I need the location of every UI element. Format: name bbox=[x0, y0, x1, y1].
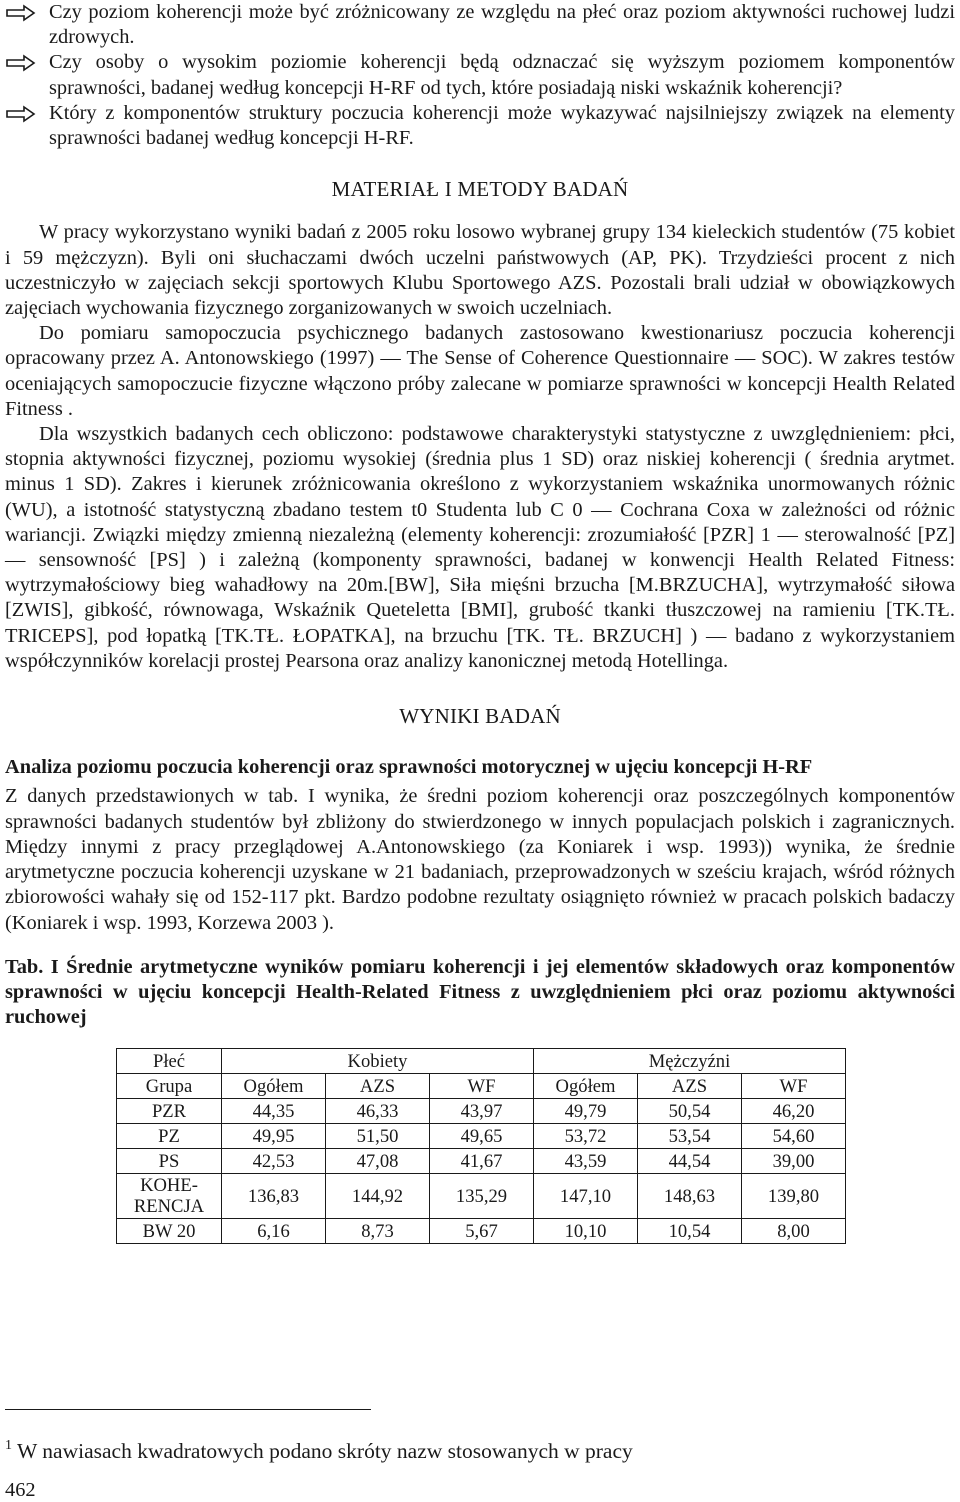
list-item bbox=[5, 50, 955, 100]
table-header-cell: Ogółem bbox=[534, 1074, 638, 1099]
table-cell: 49,79 bbox=[534, 1099, 638, 1124]
table-cell: 53,54 bbox=[638, 1124, 742, 1149]
table-header-cell: Mężczyźni bbox=[534, 1049, 846, 1074]
list-item bbox=[5, 101, 955, 151]
table-cell: 53,72 bbox=[534, 1124, 638, 1149]
table-cell: 5,67 bbox=[430, 1219, 534, 1244]
table-cell: PS bbox=[117, 1149, 222, 1174]
table-cell: 8,00 bbox=[742, 1219, 846, 1244]
table-header-row bbox=[117, 1074, 846, 1099]
right-arrow-icon bbox=[5, 4, 37, 22]
table-cell: 43,59 bbox=[534, 1149, 638, 1174]
table-cell: PZR bbox=[117, 1099, 222, 1124]
table-cell: 46,33 bbox=[326, 1099, 430, 1124]
paragraph: Dla wszystkich badanych cech obliczono: podstawowe charakterystyki statystyczne z uwzględnieniem: płci, stopnia aktywności fizycznej, poziomu wysokiej (średnia plus 1 SD) oraz niskiej koherencji ( średnia arytmet. minus 1 SD). Zakres i kierunek zróżnicowania określono z wykorzystaniem wskaźnika unormowanych różnic (WU), a istotność statystyczną zbadano testem t0 Studenta lub C 0 — Cochrana Coxa w zależności od różnic wariancji. Związki między zmienną niezależną (elementy koherencji: zrozumiałość [PZR] 1 — sterowalność [PZ] — sensowność [PS] ) i zależną (komponenty sprawności, badanej w konwencji Health Related Fitness: wytrzymałościowy bieg wahadłowy na 20m.[BW], Siła mięśni brzucha [M.BRZUCHA], wytrzymałość siłowa [ZWIS], gibkość, równowaga, Wskaźnik Queteletta [BMI], grubość tkanki tłuszczowej na ramieniu [TK.TŁ. TRICEPS], pod łopatką [TK.TŁ. ŁOPATKA], na brzuchu [TK. TŁ. BRZUCH] ) — badano z wykorzystaniem współczynników korelacji prostej Pearsona oraz analizy kanonicznej metodą Hotellinga. bbox=[5, 423, 955, 672]
table-cell: 50,54 bbox=[638, 1099, 742, 1124]
table-cell: 144,92 bbox=[326, 1174, 430, 1219]
table-cell: 6,16 bbox=[222, 1219, 326, 1244]
table-header-cell: AZS bbox=[638, 1074, 742, 1099]
footnote-divider bbox=[5, 1409, 371, 1410]
paragraph: W pracy wykorzystano wyniki badań z 2005 roku losowo wybranej grupy 134 kieleckich studentów (75 kobiet i 59 mężczyzn). Byli oni słuchaczami dwóch uczelni państwowych (AP, PK). Trzydzieści procent z nich uczestniczyło w zajęciach sekcji sportowych Klubu Sportowego AZS. Pozostali brali udział w obowiązkowych zajęciach wychowania fizycznego zorganizowanych w swoich uczelniach. bbox=[5, 221, 955, 320]
table-cell: 41,67 bbox=[430, 1149, 534, 1174]
table-cell: 46,20 bbox=[742, 1099, 846, 1124]
list-item-text: Który z komponentów struktury poczucia koherencji może wykazywać najsilniejszy związek na elementy sprawności badanej według koncepcji H-RF. bbox=[49, 101, 955, 150]
table-cell: 51,50 bbox=[326, 1124, 430, 1149]
table-cell: KOHE- RENCJA bbox=[117, 1174, 222, 1219]
research-questions-list bbox=[5, 0, 955, 151]
table-cell: 44,35 bbox=[222, 1099, 326, 1124]
table-cell: 54,60 bbox=[742, 1124, 846, 1149]
paragraph: Z danych przedstawionych w tab. I wynika, że średni poziom koherencji oraz poszczególnych komponentów sprawności badanych studentów był zbliżony do stwierdzonego w innych populacjach polskich i zagranicznych. Między innymi z pracy przeglądowej A.Antonowskiego (za Koniarek i wsp. 1993)) wynika, że średnie arytmetyczne poczucia koherencji uzyskane w 21 badaniach, przeprowadzonych w sześciu krajach, wśród różnych zbiorowości wahały się od 152-117 pkt. Bardzo podobne rezultaty osiągnięto również w pracach polskich badaczy (Koniarek i wsp. 1993, Korzewa 2003 ). bbox=[5, 785, 955, 934]
table-header-row bbox=[117, 1049, 846, 1074]
table-cell: 135,29 bbox=[430, 1174, 534, 1219]
table-cell: 39,00 bbox=[742, 1149, 846, 1174]
footnote-text: W nawiasach kwadratowych podano skróty nazw stosowanych w pracy bbox=[17, 1439, 633, 1463]
table-cell: 42,53 bbox=[222, 1149, 326, 1174]
table-cell: BW 20 bbox=[117, 1219, 222, 1244]
table-cell: 10,10 bbox=[534, 1219, 638, 1244]
table-row bbox=[117, 1099, 846, 1124]
table-cell: 136,83 bbox=[222, 1174, 326, 1219]
subsection-heading: Analiza poziomu poczucia koherencji oraz sprawności motorycznej w ujęciu koncepcji H-RF bbox=[5, 756, 813, 779]
footnote bbox=[5, 1432, 633, 1465]
right-arrow-icon bbox=[5, 105, 37, 123]
table-row bbox=[117, 1219, 846, 1244]
table-header-cell: WF bbox=[742, 1074, 846, 1099]
table-cell: 44,54 bbox=[638, 1149, 742, 1174]
page-number: 462 bbox=[5, 1479, 36, 1501]
section-heading-materials: MATERIAŁ I METODY BADAŃ bbox=[331, 177, 629, 202]
table-header-cell: WF bbox=[430, 1074, 534, 1099]
table-header-cell: Grupa bbox=[117, 1074, 222, 1099]
paragraph: Do pomiaru samopoczucia psychicznego badanych zastosowano kwestionariusz poczucia koherencji opracowany przez A. Antonowskiego (1997) — The Sense of Coherence Questionnaire — SOC). W zakres testów oceniających samopoczucie fizyczne włączono próby zalecane w pomiarze sprawności w koncepcji Health Related Fitness . bbox=[5, 322, 955, 420]
table-row bbox=[117, 1124, 846, 1149]
table-cell: 43,97 bbox=[430, 1099, 534, 1124]
table-cell: PZ bbox=[117, 1124, 222, 1149]
table-cell: 47,08 bbox=[326, 1149, 430, 1174]
page-content bbox=[5, 0, 955, 1244]
table-cell: 147,10 bbox=[534, 1174, 638, 1219]
list-item-text: Czy osoby o wysokim poziomie koherencji będą odznaczać się wyższym poziomem komponentów sprawności, badanej według koncepcji H-RF od tych, które posiadają niski wskaźnik koherencji? bbox=[49, 51, 955, 99]
table-cell: 10,54 bbox=[638, 1219, 742, 1244]
table-header-cell: Kobiety bbox=[222, 1049, 534, 1074]
section-heading-results: WYNIKI BADAŃ bbox=[399, 704, 561, 729]
table-cell: 148,63 bbox=[638, 1174, 742, 1219]
table-header-cell: Płeć bbox=[117, 1049, 222, 1074]
table-row bbox=[117, 1174, 846, 1219]
list-item bbox=[5, 0, 955, 50]
table-cell: 139,80 bbox=[742, 1174, 846, 1219]
right-arrow-icon bbox=[5, 54, 37, 72]
table-row bbox=[117, 1149, 846, 1174]
table-header-cell: AZS bbox=[326, 1074, 430, 1099]
table-header-cell: Ogółem bbox=[222, 1074, 326, 1099]
results-table bbox=[116, 1048, 846, 1244]
list-item-text: Czy poziom koherencji może być zróżnicowany ze względu na płeć oraz poziom aktywności ruchowej ludzi zdrowych. bbox=[49, 1, 955, 49]
footnote-mark: 1 bbox=[5, 1438, 12, 1453]
table-caption: Tab. I Średnie arytmetyczne wyników pomiaru koherencji i jej elementów składowych oraz komponentów sprawności w ujęciu koncepcji Health-Related Fitness z uwzględnieniem płci oraz poziomu aktywności ruchowej bbox=[5, 955, 955, 1029]
table-cell: 8,73 bbox=[326, 1219, 430, 1244]
table-cell: 49,65 bbox=[430, 1124, 534, 1149]
table-cell: 49,95 bbox=[222, 1124, 326, 1149]
